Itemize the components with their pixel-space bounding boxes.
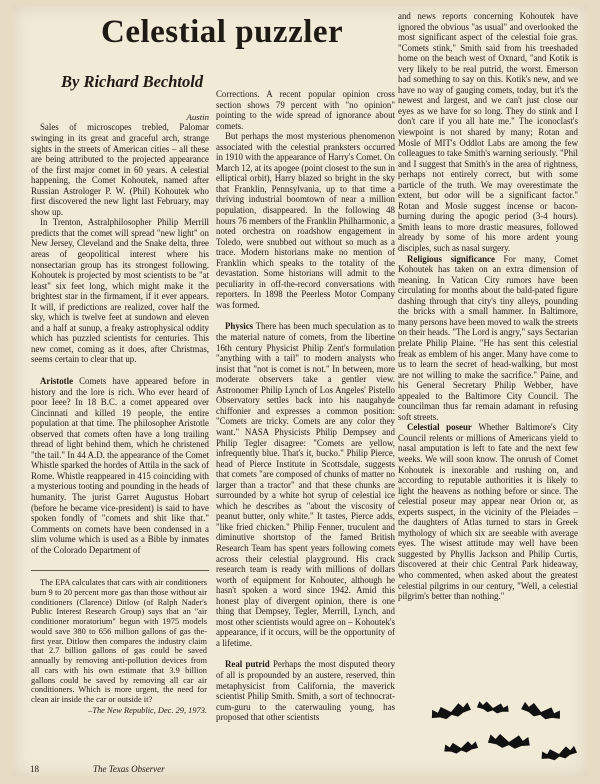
paragraph-text: There has been much speculation as to the material nature of comets, from the libertine 16th century Physicist Philip Zent's formulation "anything with a tail" to modern analysts who insist that "not is comet is not." In between, more moderate observers take a gentler view. Astronomer Philip Lynch of Los Angeles' Pistello Observatory settles back into his naugahyde chiffonier and expresses a common position: "Comets are tricky. Comets are any color they want." NASA Physicists Philip Dempsey and Philip Tegler disagree: "Comets are yellow, infrequently blue. That's it, bucko." Philip Pierce, head of Pierce Institute in Scottsdale, suggests that comets "are composed of chunks of matter no larger than a tractor" and that these chunks are surrounded by a white hot syrup of celestial ice which he describes as "about the viscosity of peanut butter, only white." It tastes, Pierce adds, "like fried chicken." Philip Fenner, truculent and diminutive shortstop of the famed British Research Team has spent years following comets across their celestial playground. His crack research team is ready with millions of dollars worth of equipment for Kohoutec, although he hasn't spoken a word since 1942. Amid this honest play of divergent opinion, there is one thing that Dempsey, Tegler, Merrill, Lynch, and most other scientists would agree on – Kohoutek's appearance, if it occurs, will be the opportunity of a lifetime.	[216, 321, 395, 648]
paragraph	[216, 131, 395, 310]
paragraph	[398, 11, 578, 254]
paragraph-text: In Trenton, Astralphilosopher Philip Merrill predicts that the comet will spread "new light" on New Jersey, Cleveland and the Snake delta, three areas of geopolitical interest where his nonsectarian group has its strongest following. Kohoutek is projected by most scientists to be "at least" six feet long, which might make it the brightest star in the firmament, if it ever appears. It will, if predictions are realized, cover half the sky, which is twelve feet at sundown and eleven and a half at sunup, a freaky astrophysical oddity which has puzzled scientists for centuries. This new comet, coming as it does, after Christmas, seems certain to clear that up.	[31, 217, 209, 365]
section-kicker: Religious significance	[407, 253, 495, 264]
sidebar-text: The EPA calculates that cars with air conditioners burn 9 to 20 percent more gas than those without air conditioners (Clarence) Ditlow (of Ralph Nader's Public Interest Research Group) says that an "air conditioner moratorium" begun with 1975 models would save 380 to 656 million gallons of gas the-first year. Ditlow then compares the industry claim that 2.7 billion gallons of gas could be saved annually by removing anti-pollution devices from all cars with his own estimate that 3.9 billion gallons could be saved by removing all car air conditioners. Which is more urgent, the need for clean air inside the car or outside it?	[31, 578, 207, 704]
dateline: Austin	[186, 112, 209, 122]
paragraph	[216, 321, 395, 648]
paragraph-text: Corrections. A recent popular opinion cross section shows 79 percent with "no opinion" pointing to the wide spread of ignorance about comets.	[216, 89, 395, 131]
headline: Celestial puzzler	[101, 14, 344, 50]
paragraph	[216, 659, 395, 722]
column-2	[216, 89, 395, 776]
section-kicker: Physics	[225, 321, 254, 332]
paragraph-text: Sales of microscopes trebled, Palomar swinging in its great and graceful arch, strange sights in the streets of American cities – all these are being attributed to the projected appearance of the first major comet in 60 years. A celestial happening, the Comet Kohoutek, named after Russian Astrologer P. W. (Phil) Kohoutek who first discovered the new light last February, may show up.	[31, 122, 209, 217]
sidebar-box	[31, 578, 207, 764]
column-1	[31, 112, 209, 570]
bat-silhouette	[476, 700, 509, 715]
paragraph	[31, 217, 209, 365]
paragraph-text: and news reports concerning Kohoutek have ignored the obvious "as usual" and overlooked the most significant aspect of the celestial foie gras. "Comets stink," Smith said from his treeshaded home on the beach west of Oxnard, "and Kotik is very likely to be real putrid, the worst. Emerson had something to say on this. Kotik's new, and we have no way of gauging comets, today, but it's the newest and largest, and we can't just close our eyes as we have for so long. They do stink and I don't care if you all hate me." The iconoclast's viewpoint is not shared by many; Rotan and Mosle of MIT's Oddlot Labs are among the few colleagues to take Smith's warning seriously. "Phil and I suggest that Smith's in the area of rightness, perhaps not entirely correct, but with some particle of the truth. We may overestimate the extent, but odor will be a significant factor." Rotan and Mosle suggest incense or bacon-burning during the apogic period (3-4 hours). Smith leans to more drastic measures, followed already by some of his more ardent young disciples, such as nasal surgery.	[398, 11, 578, 254]
paragraph-text: But perhaps the most mysterious phenomenon associated with the celestial pranksters occurred in 1910 with the appearance of Harry's Comet. On March 12, at its apogee (point closest to the sun in elliptical orbit), Harry blazed so bright in the sky that Franklin, Pennsylvania, up to that time a thriving industrial boomtown of near a million population, disappeared. In the following 48 hours 76 members of the Franklin Philharmonic, a noted orchestra on roadshow engagement in Toledo, were snubbed out without so much as a trace. Modern historians make no mention of Franklin which speaks to the totality of the devastation. Some historians will admit to the peculiarity in off-the-record conversations with reporters. In 1898 the Peerless Motor Company was formed.	[216, 131, 395, 310]
section-kicker: Real putrid	[225, 659, 270, 670]
sidebar-divider	[31, 570, 209, 571]
bat-silhouette	[443, 740, 478, 755]
flying-bats-icon	[431, 696, 581, 774]
section-kicker: Celestial poseur	[407, 422, 472, 433]
publication-name: The Texas Observer	[93, 764, 165, 774]
page-number: 18	[30, 764, 39, 774]
paragraph	[398, 254, 578, 423]
bat-silhouette	[431, 701, 472, 722]
paragraph-text: Whether Baltimore's City Council relents or millions of Americans yield to nasal amputation is left to fate and the next few weeks. We will soon know. The onrush of Comet Kohoutek is inexorable and rushing on, and according to reputable authorities it is likely to light the heavens as nothing before or since. The celestial poseur may appear near Orion or, as experts suspect, in the vicinity of the Pleiades – the daughters of Atlas turned to stars in Greek mythology of which six are seeable with average eyes. The wisest attitude may well have been suggested by Phyllis Jackson and Philip Curtis, discovered at their chic Central Park hideaway, who commented, when asked about the greatest celestial pilgrims in our century, "Well, a celestial pilgrim's better than nothing."	[398, 422, 578, 602]
bat-silhouette	[520, 700, 562, 722]
magazine-page	[13, 6, 587, 776]
page-footer	[30, 764, 225, 774]
paragraph	[216, 89, 395, 131]
paragraph-text: For many, Comet Kohoutek has taken on an extra dimension of meaning. In Vatican City rumors have been circulating for months about the bald-pated figure dashing through that city's tiny alleys, pounding the bricks with a small hammer. In Baltimore, many persons have been moved to walk the streets on their heads. "The Lord is angry," says Sectarian prelate Philip Plaine. "He has sent this celestial freak as emblem of his anger. Many have come to us to learn the secret of head-walking, but most are not willing to make the sacrifice." Paine, and his General Secretary Philip Webber, have appealed to the Baltimore City Council. The councilman thus far remain adamant in refusing soft streets.	[398, 253, 578, 422]
paragraph-text: Comets have appeared before in history and the lore is rich. Who ever heard of poor Ieee? In 18 B.C. a comet appeared over Cincinnati and killed 19 people, the entire population at that time. The philosopher Aristotle observed that comets often have a long trailing thread of light behind them, which he christened "the tail." In 44 A.D. the appearance of the Comet Whistle sparked the hordes of Attila in the sack of Rome. Whistle reappeared in 415 coinciding with a mysterious tooting and pounding in the heads of humanity. The jurist Garret Augustus Hobart (before he became vice-president) is said to have spoken fondly of "comets and shit like that." Comments on comets have been condensed in a slim volume which is used as a Bible by inmates of the Colorado Department of	[31, 376, 209, 555]
bat-silhouette	[540, 745, 577, 763]
column-2-body	[216, 89, 395, 723]
paragraph-text: Perhaps the most disputed theory of all is propounded by an austere, reserved, thin metaphysicist from California, the maverick scientist Philip Smith. Smith, a sort of technocrat-cum-guru to the caterwauling young, has proposed that other scientists	[216, 659, 395, 723]
column-3-body	[398, 11, 578, 602]
paragraph	[31, 122, 209, 217]
section-kicker: Aristotle	[40, 376, 74, 386]
paragraph	[398, 422, 578, 601]
paragraph	[31, 376, 209, 555]
byline: By Richard Bechtold	[61, 72, 204, 91]
column-1-body	[31, 122, 209, 555]
bat-silhouette	[488, 733, 531, 750]
column-3	[398, 11, 578, 733]
sidebar-source: –The New Republic, Dec. 29, 1973.	[88, 705, 207, 715]
